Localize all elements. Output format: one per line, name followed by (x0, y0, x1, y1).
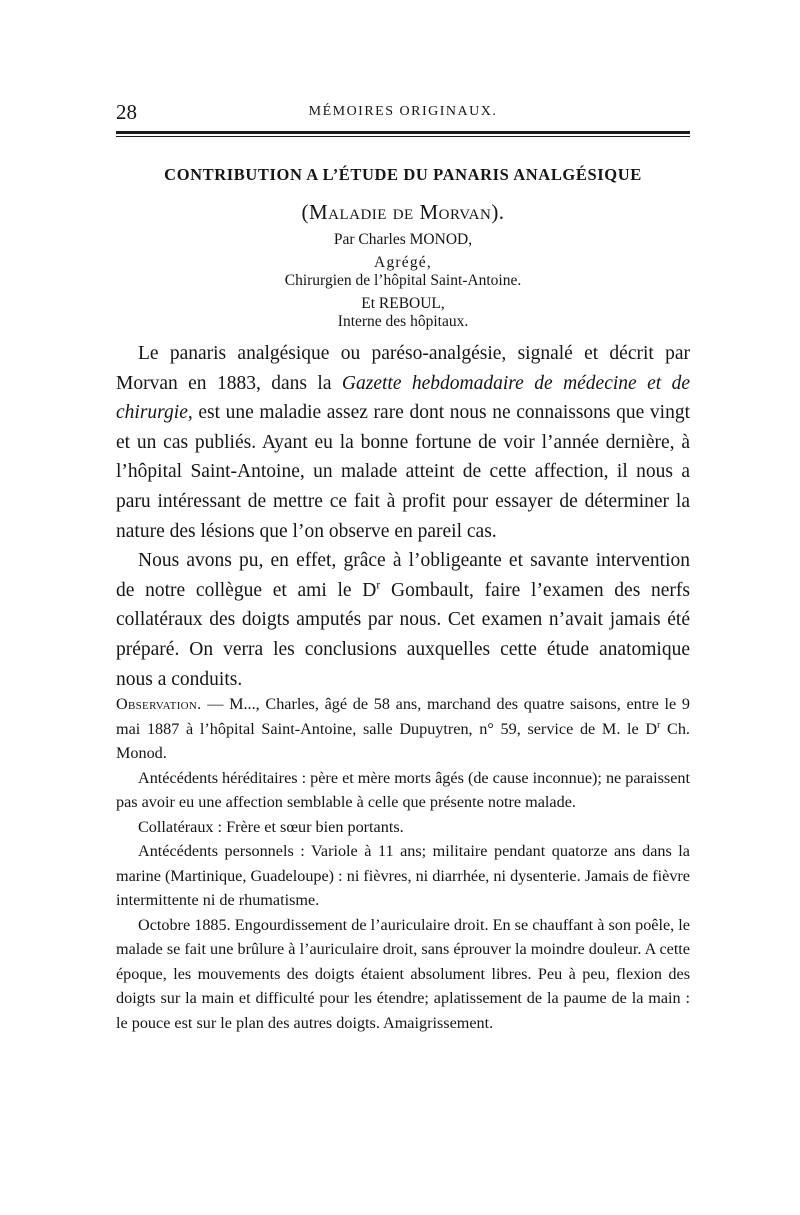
author-2-role: Interne des hôpitaux. (337, 313, 469, 330)
subtitle-maladie: Maladie (308, 200, 387, 224)
author-1-role-2: Chirurgien de l’hôpital Saint-Antoine. (284, 272, 522, 289)
paragraph-intro-1 (116, 339, 690, 546)
paragraph-intro-2 (116, 546, 690, 694)
running-header (116, 100, 690, 124)
paragraph-observation (116, 692, 690, 766)
running-title: MÉMOIRES ORIGINAUX. (308, 104, 498, 119)
article-title-block (116, 163, 690, 331)
header-rule-thin (116, 136, 690, 137)
paragraph-text: M..., Charles, âgé de 58 ans, marchand des quatre saisons, entre le 9 mai 1887 à l’hôpital Saint-Antoine, salle Dupuytren, n° 59, service de M. le D (116, 695, 690, 738)
header-rule-thick (116, 131, 690, 134)
paragraph-antecedents: Antécédents héréditaires : père et mère morts âgés (de cause inconnue); ne paraissent pas avoir eu une affection semblable à celle que présente notre malade. (116, 768, 690, 811)
paragraph-personnels: Antécédents personnels : Variole à 11 ans; militaire pendant quatorze ans dans la marine (Martinique, Guadeloupe) : ni fièvres, ni diarrhée, ni dysenterie. Jamais de fièvre intermittente ni de rhumatisme. (116, 842, 690, 909)
paragraph-text: Nous avons pu, en effet, grâce à l’obligeante et savante intervention de notre collègue et ami le D (116, 550, 690, 601)
introduction (116, 339, 690, 694)
paragraph-text: Gombault, faire l’examen des nerfs collatéraux des doigts amputés par nous. Cet examen n’avait jamais été préparé. On verra les conclusions auxquelles cette étude anatomique nous a conduits. (116, 579, 690, 690)
author-1-role-1: Agrégé, (374, 254, 432, 271)
paragraph-text: , est une maladie assez rare dont nous ne connaissons que vingt et un cas publiés. Ayant eu la bonne fortune de voir l’année dernière, à l’hôpital Saint-Antoine, un malade atteint de cette affection, il nous a paru intéressant de mettre ce fait à profit pour essayer de déterminer la nature des lésions que l’on observe en pareil cas. (116, 402, 690, 542)
observation-dash: — (201, 695, 230, 713)
subtitle-open: ( (301, 200, 309, 224)
paragraph-text: Ch. Monod. (116, 719, 690, 762)
subtitle-morvan: Morvan (419, 200, 492, 224)
superscript: r (376, 578, 381, 592)
subtitle-close: ). (491, 200, 505, 224)
journal-title: Gazette hebdomadaire de médecine et de chirurgie (116, 372, 690, 424)
article-subtitle (116, 197, 690, 227)
paragraph-text: Le panaris analgésique ou paréso-analgésie, signalé et décrit par Morvan en 1883, dans la (116, 343, 690, 394)
page-number: 28 (116, 100, 137, 124)
observation-label: Observation. (116, 695, 202, 713)
subtitle-de: de (392, 200, 414, 224)
superscript: r (657, 719, 661, 731)
paragraph-collateraux: Collatéraux : Frère et sœur bien portants. (138, 817, 404, 836)
observation-section (116, 692, 690, 1035)
author-1: Par Charles MONOD, (333, 231, 473, 248)
article-title: CONTRIBUTION A L’ÉTUDE DU PANARIS ANALGÉSIQUE (164, 165, 642, 184)
author-2: Et REBOUL, (361, 295, 445, 312)
paragraph-octobre: Octobre 1885. Engourdissement de l’auriculaire droit. En se chauffant à son poêle, le malade se fait une brûlure à l’auriculaire droit, sans éprouver la moindre douleur. A cette époque, les mouvements des doigts étaient absolument libres. Peu à peu, flexion des doigts sur la main et difficulté pour les étendre; aplatissement de la paume de la main : le pouce est sur le plan des autres doigts. Amaigrissement. (116, 915, 690, 1032)
